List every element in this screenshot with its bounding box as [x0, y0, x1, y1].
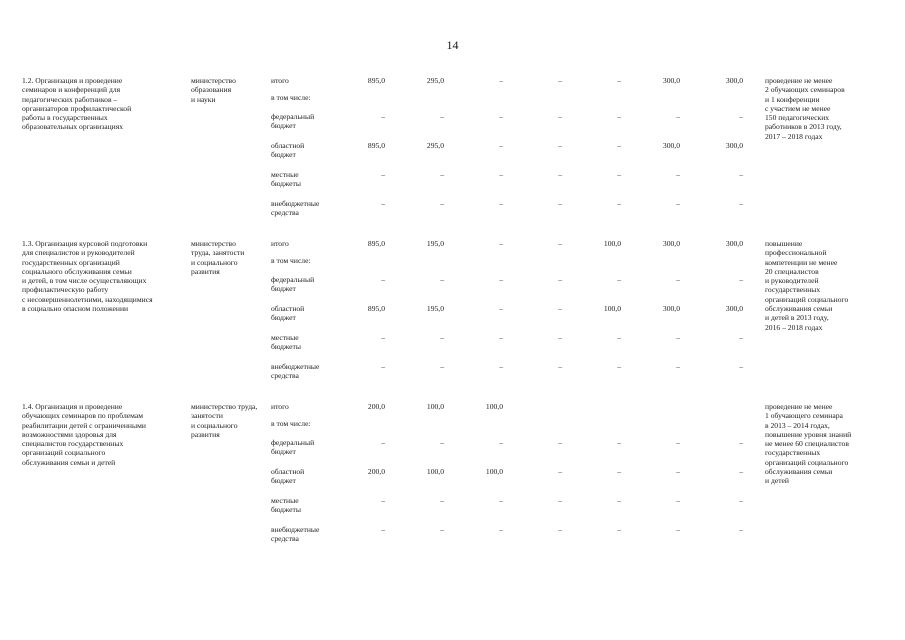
funding-value: –: [676, 525, 680, 534]
executor-name: министерство образования и науки: [191, 76, 236, 104]
funding-value: –: [617, 333, 621, 342]
funding-value: –: [499, 76, 503, 85]
funding-value: –: [558, 333, 562, 342]
funding-value: –: [499, 333, 503, 342]
funding-value: –: [440, 496, 444, 505]
funding-value: –: [381, 170, 385, 179]
funding-value: 195,0: [426, 239, 444, 248]
funding-value: –: [617, 170, 621, 179]
funding-source-label: в том числе:: [271, 93, 311, 102]
funding-value: 100,0: [603, 239, 621, 248]
funding-value: –: [676, 112, 680, 121]
measure-title: 1.2. Организация и проведение семинаров и конференций для педагогических работников – организаторов профилактической работы в государственных образовательных организациях: [22, 76, 132, 132]
funding-source-label: местные бюджеты: [271, 496, 301, 515]
expected-result: проведение не менее 1 обучающего семинара в 2013 – 2014 годах, повышение уровня знаний не менее 60 специалистов государственных организаций социального обслуживания семьи и детей: [765, 402, 852, 486]
funding-value: –: [617, 112, 621, 121]
funding-value: –: [558, 275, 562, 284]
funding-value: –: [558, 199, 562, 208]
funding-value: 300,0: [725, 76, 743, 85]
funding-value: –: [499, 275, 503, 284]
funding-value: –: [440, 438, 444, 447]
funding-value: –: [499, 239, 503, 248]
funding-value: 300,0: [662, 141, 680, 150]
funding-value: 100,0: [426, 467, 444, 476]
funding-value: –: [558, 170, 562, 179]
funding-source-label: областной бюджет: [271, 304, 305, 323]
measure-title: 1.3. Организация курсовой подготовки для специалистов и руководителей государственных организаций социального обслуживания семьи и детей, в том числе осуществляющих профилактическую работу с несовершеннолетними, находящимися в социально опасном положении: [22, 239, 153, 314]
funding-value: 100,0: [426, 402, 444, 411]
funding-value: –: [676, 362, 680, 371]
funding-value: –: [676, 438, 680, 447]
funding-value: –: [381, 333, 385, 342]
executor-name: министерство труда, занятости и социального развития: [191, 402, 258, 439]
funding-value: –: [739, 333, 743, 342]
funding-value: –: [440, 170, 444, 179]
funding-value: 200,0: [367, 402, 385, 411]
funding-value: –: [499, 199, 503, 208]
funding-source-label: областной бюджет: [271, 141, 305, 160]
funding-source-label: итого: [271, 239, 289, 248]
funding-value: –: [440, 199, 444, 208]
funding-value: –: [617, 141, 621, 150]
measure-title: 1.4. Организация и проведение обучающих семинаров по проблемам реабилитации детей с ограниченными возможностями здоровья для специалистов государственных организаций социального обслуживания семьи и детей: [22, 402, 146, 467]
funding-value: –: [739, 438, 743, 447]
funding-value: –: [739, 496, 743, 505]
funding-value: –: [499, 304, 503, 313]
funding-source-label: в том числе:: [271, 419, 311, 428]
funding-source-label: итого: [271, 76, 289, 85]
funding-value: –: [558, 438, 562, 447]
funding-value: –: [558, 141, 562, 150]
funding-value: –: [676, 170, 680, 179]
funding-value: –: [440, 362, 444, 371]
funding-value: –: [558, 112, 562, 121]
funding-value: –: [381, 496, 385, 505]
funding-value: –: [499, 141, 503, 150]
funding-value: –: [499, 362, 503, 371]
funding-value: –: [739, 112, 743, 121]
funding-value: –: [676, 496, 680, 505]
funding-value: –: [440, 112, 444, 121]
funding-value: –: [381, 525, 385, 534]
funding-value: –: [676, 333, 680, 342]
funding-value: –: [558, 496, 562, 505]
funding-value: 895,0: [367, 304, 385, 313]
funding-source-label: в том числе:: [271, 256, 311, 265]
funding-value: –: [617, 362, 621, 371]
funding-value: 100,0: [485, 467, 503, 476]
funding-value: –: [617, 199, 621, 208]
funding-value: 200,0: [367, 467, 385, 476]
funding-value: –: [676, 275, 680, 284]
funding-value: –: [617, 275, 621, 284]
funding-value: –: [739, 525, 743, 534]
funding-value: –: [381, 362, 385, 371]
funding-value: –: [739, 362, 743, 371]
funding-value: –: [440, 275, 444, 284]
page-number: 14: [446, 38, 459, 52]
funding-value: –: [558, 362, 562, 371]
funding-value: –: [558, 76, 562, 85]
funding-source-label: внебюджетные средства: [271, 199, 320, 218]
funding-source-label: итого: [271, 402, 289, 411]
funding-value: –: [558, 525, 562, 534]
funding-value: 300,0: [725, 141, 743, 150]
funding-value: –: [381, 438, 385, 447]
funding-value: –: [617, 525, 621, 534]
funding-source-label: федеральный бюджет: [271, 275, 315, 294]
funding-value: –: [440, 525, 444, 534]
funding-value: 300,0: [662, 76, 680, 85]
funding-value: 295,0: [426, 141, 444, 150]
funding-value: 895,0: [367, 141, 385, 150]
funding-value: –: [676, 467, 680, 476]
funding-value: –: [739, 467, 743, 476]
expected-result: повышение профессиональной компетенции не менее 20 специалистов и руководителей государственных организаций социального обслуживания семьи и детей в 2013 году, 2016 – 2018 годах: [765, 239, 849, 332]
funding-value: –: [617, 76, 621, 85]
funding-value: –: [499, 170, 503, 179]
funding-source-label: местные бюджеты: [271, 333, 301, 352]
funding-value: –: [381, 275, 385, 284]
funding-value: –: [499, 525, 503, 534]
funding-value: 100,0: [603, 304, 621, 313]
funding-value: 300,0: [662, 304, 680, 313]
funding-value: –: [499, 496, 503, 505]
funding-value: 300,0: [725, 304, 743, 313]
funding-value: –: [676, 199, 680, 208]
funding-value: –: [739, 199, 743, 208]
funding-value: 295,0: [426, 76, 444, 85]
funding-value: –: [558, 239, 562, 248]
funding-value: 895,0: [367, 76, 385, 85]
funding-source-label: местные бюджеты: [271, 170, 301, 189]
funding-value: –: [739, 170, 743, 179]
funding-value: –: [739, 275, 743, 284]
funding-value: –: [617, 496, 621, 505]
funding-value: –: [499, 438, 503, 447]
funding-source-label: федеральный бюджет: [271, 438, 315, 457]
funding-source-label: внебюджетные средства: [271, 362, 320, 381]
executor-name: министерство труда, занятости и социального развития: [191, 239, 245, 276]
funding-value: 895,0: [367, 239, 385, 248]
funding-value: 300,0: [662, 239, 680, 248]
funding-source-label: федеральный бюджет: [271, 112, 315, 131]
expected-result: проведение не менее 2 обучающих семинаров и 1 конференции с участием не менее 150 педагогических работников в 2013 году, 2017 – 2018 годах: [765, 76, 845, 141]
funding-value: 100,0: [485, 402, 503, 411]
funding-value: –: [617, 467, 621, 476]
funding-value: –: [381, 112, 385, 121]
funding-value: –: [558, 467, 562, 476]
funding-source-label: внебюджетные средства: [271, 525, 320, 544]
funding-value: –: [617, 438, 621, 447]
funding-source-label: областной бюджет: [271, 467, 305, 486]
funding-value: –: [381, 199, 385, 208]
funding-value: 300,0: [725, 239, 743, 248]
funding-value: –: [499, 112, 503, 121]
funding-value: –: [558, 304, 562, 313]
funding-value: 195,0: [426, 304, 444, 313]
funding-value: –: [440, 333, 444, 342]
